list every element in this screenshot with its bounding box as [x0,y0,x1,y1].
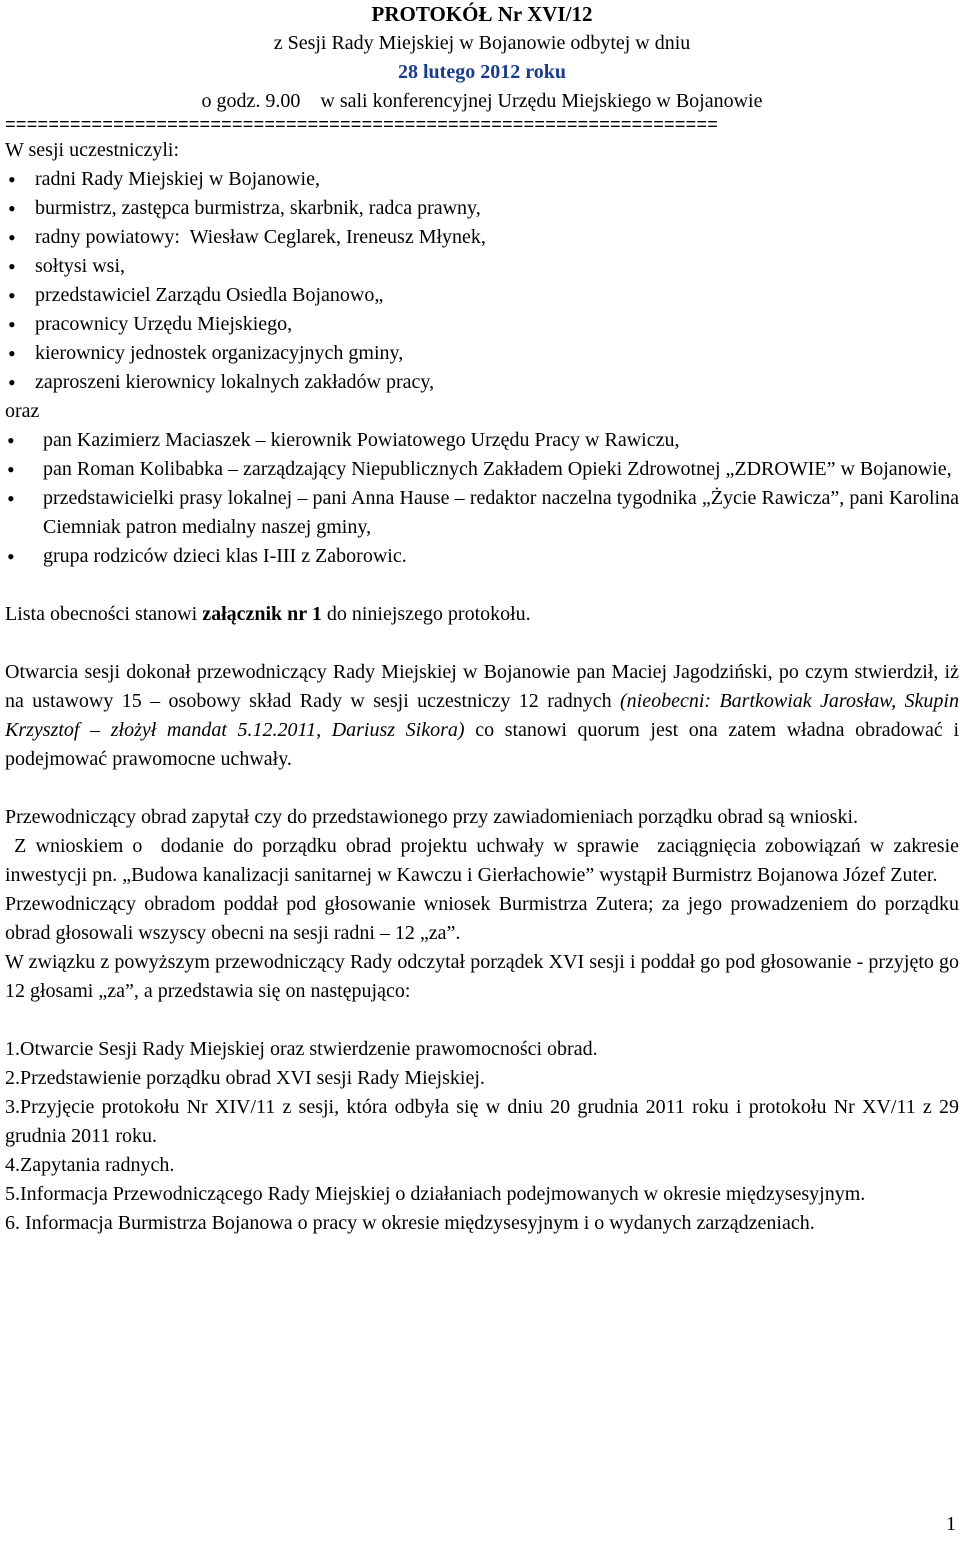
page-number: 1 [946,1513,956,1535]
session-time-place: o godz. 9.00 w sali konferencyjnej Urzędu Miejskiego w Bojanowie [201,90,763,112]
agenda-item: 5.Informacja Przewodniczącego Rady Miejskiej o działaniach podejmowanych w okresie międzysesyjnym. [5,1183,866,1205]
session-date: 28 lutego 2012 roku [398,61,566,83]
attendance-note [5,600,959,629]
list-item: • pan Roman Kolibabka – zarządzający Niepublicznych Zakładem Opieki Zdrowotnej „ZDROWIE” w Bojanowie, [43,455,959,484]
opening-paragraph [5,658,959,774]
oraz-label: oraz [5,400,40,422]
agenda-item: 6. Informacja Burmistrza Bojanowa o pracy w okresie międzysesyjnym i o wydanych zarządzeniach. [5,1212,815,1234]
participants-list [5,165,959,397]
list-item: • sołtysi wsi, [35,252,959,281]
list-item: • burmistrz, zastępca burmistrza, skarbnik, radca prawny, [35,194,959,223]
agenda-item: 4.Zapytania radnych. [5,1154,175,1176]
session-line: z Sesji Rady Miejskiej w Bojanowie odbytej w dniu [273,32,691,54]
protocol-header [5,0,959,116]
agenda-item: 2.Przedstawienie porządku obrad XVI sesji Rady Miejskiej. [5,1067,485,1089]
list-item: • kierownicy jednostek organizacyjnych gminy, [35,339,959,368]
list-item: • radni Rady Miejskiej w Bojanowie, [35,165,959,194]
list-item: • przedstawicielki prasy lokalnej – pani Anna Hause – redaktor naczelna tygodnika „Życie Rawicza”, pani Karolina Ciemniak patron medialny naszej gminy, [43,484,959,542]
list-item: • grupa rodziców dzieci klas I-III z Zaborowic. [43,542,959,571]
paragraph: Przewodniczący obrad zapytał czy do przedstawionego przy zawiadomieniach porządku obrad są wnioski. [5,806,859,828]
list-item: • zaproszeni kierownicy lokalnych zakładów pracy, [35,368,959,397]
list-item: • przedstawiciel Zarządu Osiedla Bojanowo„ [35,281,959,310]
agenda-item: 3.Przyjęcie protokołu Nr XIV/11 z sesji, która odbyła się w dniu 20 grudnia 2011 roku i protokołu Nr XV/11 z 29 grudnia 2011 roku. [5,1096,959,1147]
opening-text: Otwarcia sesji dokonał przewodniczący Rady Miejskiej w Bojanowie pan Maciej Jagodziński, po czym stwierdził, iż na ustawowy 15 – osobowy skład Rady w sesji uczestniczy 12 radnych [5,661,959,712]
participants-intro: W sesji uczestniczyli: [5,139,180,161]
list-item: • pracownicy Urzędu Miejskiego, [35,310,959,339]
attendance-text-end: do niniejszego protokołu. [321,603,531,625]
attendance-text: Lista obecności stanowi [5,603,203,625]
document-page [5,0,959,1238]
protocol-title: PROTOKÓŁ Nr XVI/12 [371,2,593,26]
agenda-list [5,1035,959,1238]
absent-note: (nieobecni: Bartkowiak Jarosław, Skupin Krzysztof – złożył mandat 5.12.2011, Dariusz Sikora) [5,690,959,741]
guests-list [5,426,959,571]
agenda-item: 1.Otwarcie Sesji Rady Miejskiej oraz stwierdzenie prawomocności obrad. [5,1038,598,1060]
list-item: • radny powiatowy: Wiesław Ceglarek, Ireneusz Młynek, [35,223,959,252]
opening-text-end: co stanowi quorum jest ona zatem władna obradować i podejmować prawomocne uchwały. [5,719,960,770]
separator-line: ================================================================== [5,116,718,136]
paragraph: W związku z powyższym przewodniczący Rady odczytał porządek XVI sesji i poddał go pod głosowanie - przyjęto go 12 głosami „za”, a przedstawia się on następująco: [5,951,959,1002]
attachment-ref: załącznik nr 1 [202,603,322,625]
list-item: • pan Kazimierz Maciaszek – kierownik Powiatowego Urzędu Pracy w Rawiczu, [43,426,959,455]
paragraph: Przewodniczący obradom poddał pod głosowanie wniosek Burmistrza Zutera; za jego prowadzeniem do porządku obrad głosowali wszyscy obecni na sesji radni – 12 „za”. [5,893,959,944]
paragraph: Z wnioskiem o dodanie do porządku obrad projektu uchwały w sprawie zaciągnięcia zobowiązań w zakresie inwestycji pn. „Budowa kanalizacji sanitarnej w Kawczu i Gierłachowie” wystąpił Burmistrz Bojanowa Józef Zuter. [5,835,960,886]
